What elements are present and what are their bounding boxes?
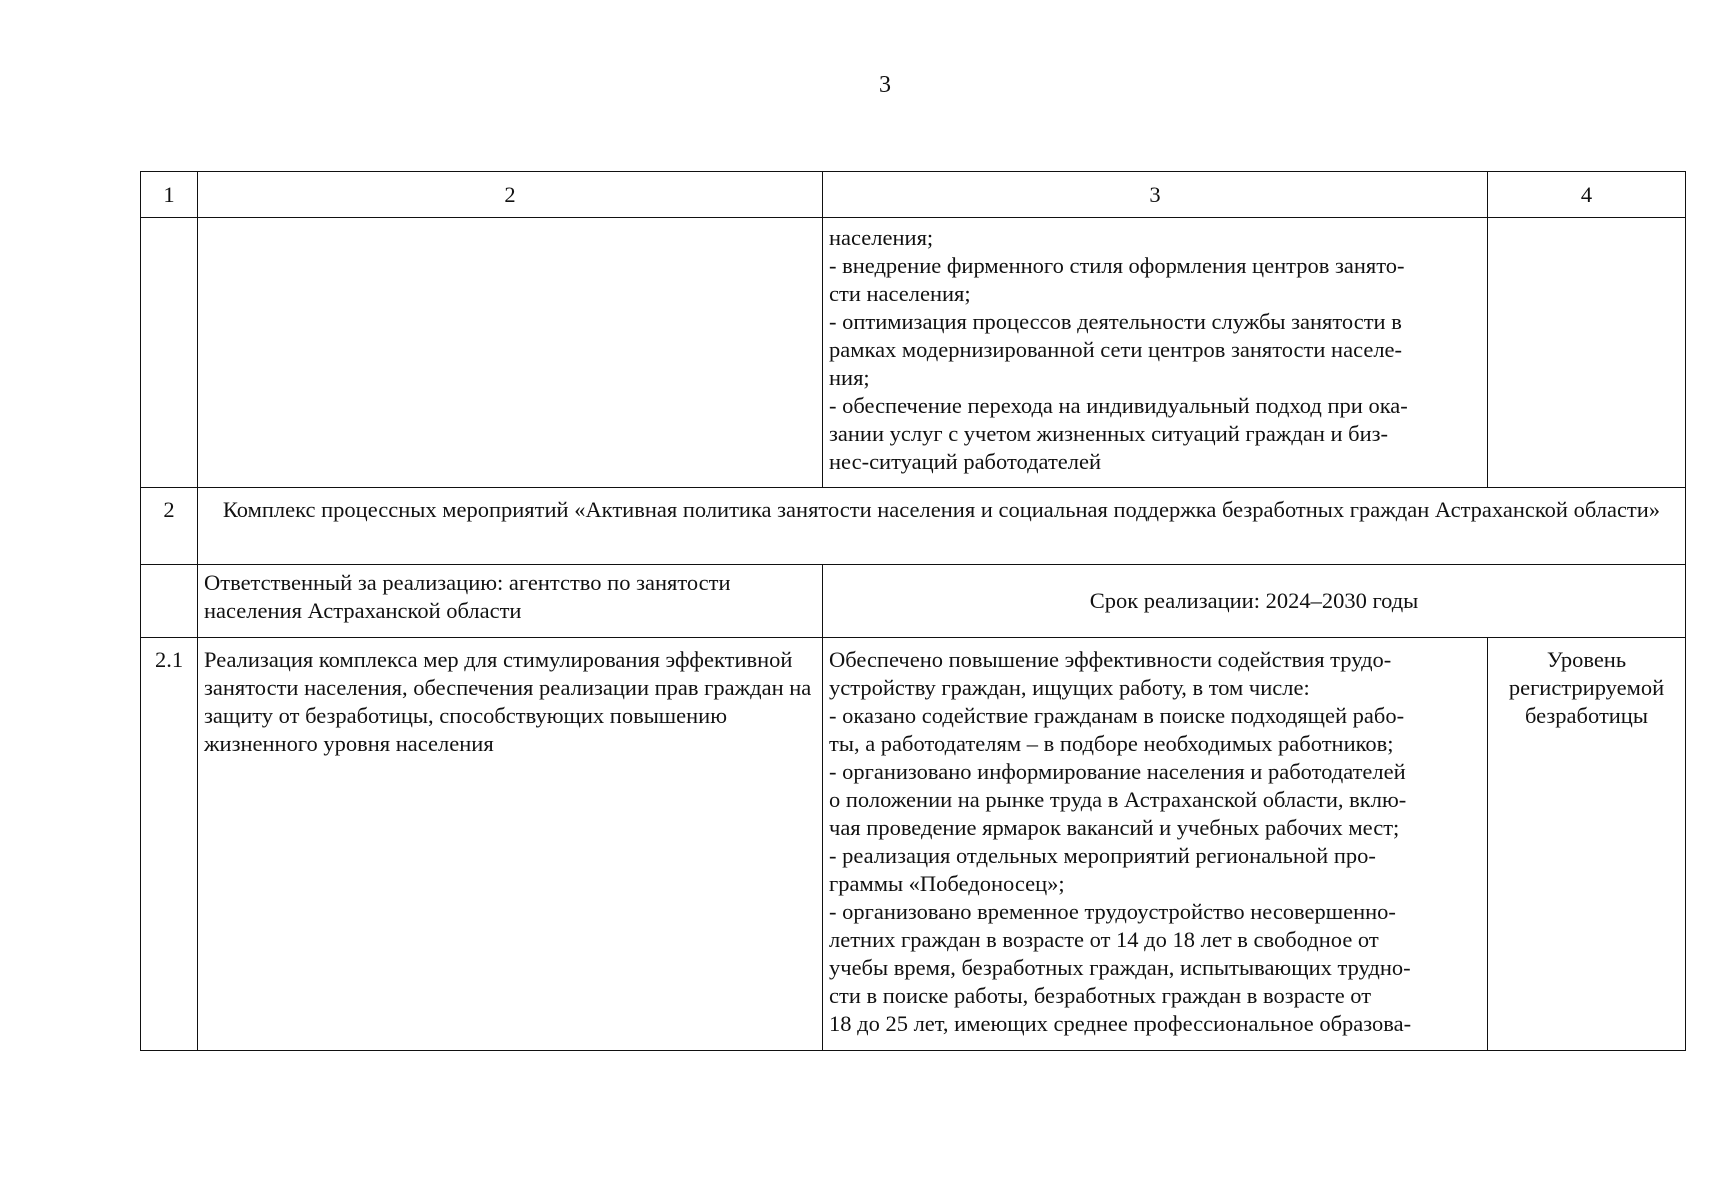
responsible-number-cell — [141, 565, 198, 638]
item-number: 2.1 — [141, 638, 198, 1051]
table-header-row — [141, 172, 1686, 218]
result-line: чая проведение ярмарок вакансий и учебных рабочих мест; — [829, 815, 1400, 840]
header-col-1: 1 — [141, 172, 198, 218]
continuation-number-cell — [141, 218, 198, 488]
item-name: Реализация комплекса мер для стимулирования эффективной занятости населения, обеспечения реализации прав граждан на защиту от безработицы, способствующих повышению жизненного уровня населения — [198, 638, 823, 1051]
result-line: населения; — [829, 225, 934, 250]
item-indicator: Уровень регистрируемой безработицы — [1488, 638, 1686, 1051]
result-line: - обеспечение перехода на индивидуальный подход при ока- — [829, 393, 1408, 418]
page-number: 3 — [879, 72, 891, 98]
header-col-3: 3 — [823, 172, 1488, 218]
result-line: летних граждан в возрасте от 14 до 18 лет в свободное от — [829, 927, 1379, 952]
result-line: - внедрение фирменного стиля оформления центров занято- — [829, 253, 1405, 278]
item-row — [141, 638, 1686, 1051]
result-line: - организовано информирование населения и работодателей — [829, 759, 1406, 784]
result-line: устройству граждан, ищущих работу, в том числе: — [829, 675, 1310, 700]
result-line: 18 до 25 лет, имеющих среднее профессиональное образова- — [829, 1011, 1412, 1036]
result-line: рамках модернизированной сети центров занятости населе- — [829, 337, 1403, 362]
header-col-2: 2 — [198, 172, 823, 218]
result-line: о положении на рынке труда в Астраханской области, вклю- — [829, 787, 1407, 812]
responsible-text: Ответственный за реализацию: агентство по занятости населения Астраханской области — [198, 565, 823, 638]
implementation-term: Срок реализации: 2024–2030 годы — [823, 565, 1686, 638]
continuation-result-cell — [823, 218, 1488, 488]
continuation-name-cell — [198, 218, 823, 488]
result-line: сти в поиске работы, безработных граждан в возрасте от — [829, 983, 1372, 1008]
program-table — [140, 171, 1686, 1051]
continuation-indicator-cell — [1488, 218, 1686, 488]
result-line: ты, а работодателям – в подборе необходимых работников; — [829, 731, 1394, 756]
item-result-cell — [823, 638, 1488, 1051]
result-line: - оказано содействие гражданам в поиске подходящей рабо- — [829, 703, 1405, 728]
result-line: ния; — [829, 365, 870, 390]
result-line: граммы «Победоносец»; — [829, 871, 1065, 896]
responsible-row — [141, 565, 1686, 638]
complex-number: 2 — [141, 488, 198, 565]
complex-title: Комплекс процессных мероприятий «Активная политика занятости населения и социальная поддержка безработных граждан Астраханской области» — [198, 488, 1686, 565]
result-line: - оптимизация процессов деятельности службы занятости в — [829, 309, 1402, 334]
result-line: нес-ситуаций работодателей — [829, 449, 1102, 474]
result-line: - организовано временное трудоустройство несовершенно- — [829, 899, 1396, 924]
result-line: учебы время, безработных граждан, испытывающих трудно- — [829, 955, 1411, 980]
result-line: зании услуг с учетом жизненных ситуаций граждан и биз- — [829, 421, 1389, 446]
result-line: Обеспечено повышение эффективности содействия трудо- — [829, 647, 1392, 672]
result-line: - реализация отдельных мероприятий региональной про- — [829, 843, 1376, 868]
result-line: сти населения; — [829, 281, 971, 306]
continuation-row — [141, 218, 1686, 488]
complex-row — [141, 488, 1686, 565]
header-col-4: 4 — [1488, 172, 1686, 218]
